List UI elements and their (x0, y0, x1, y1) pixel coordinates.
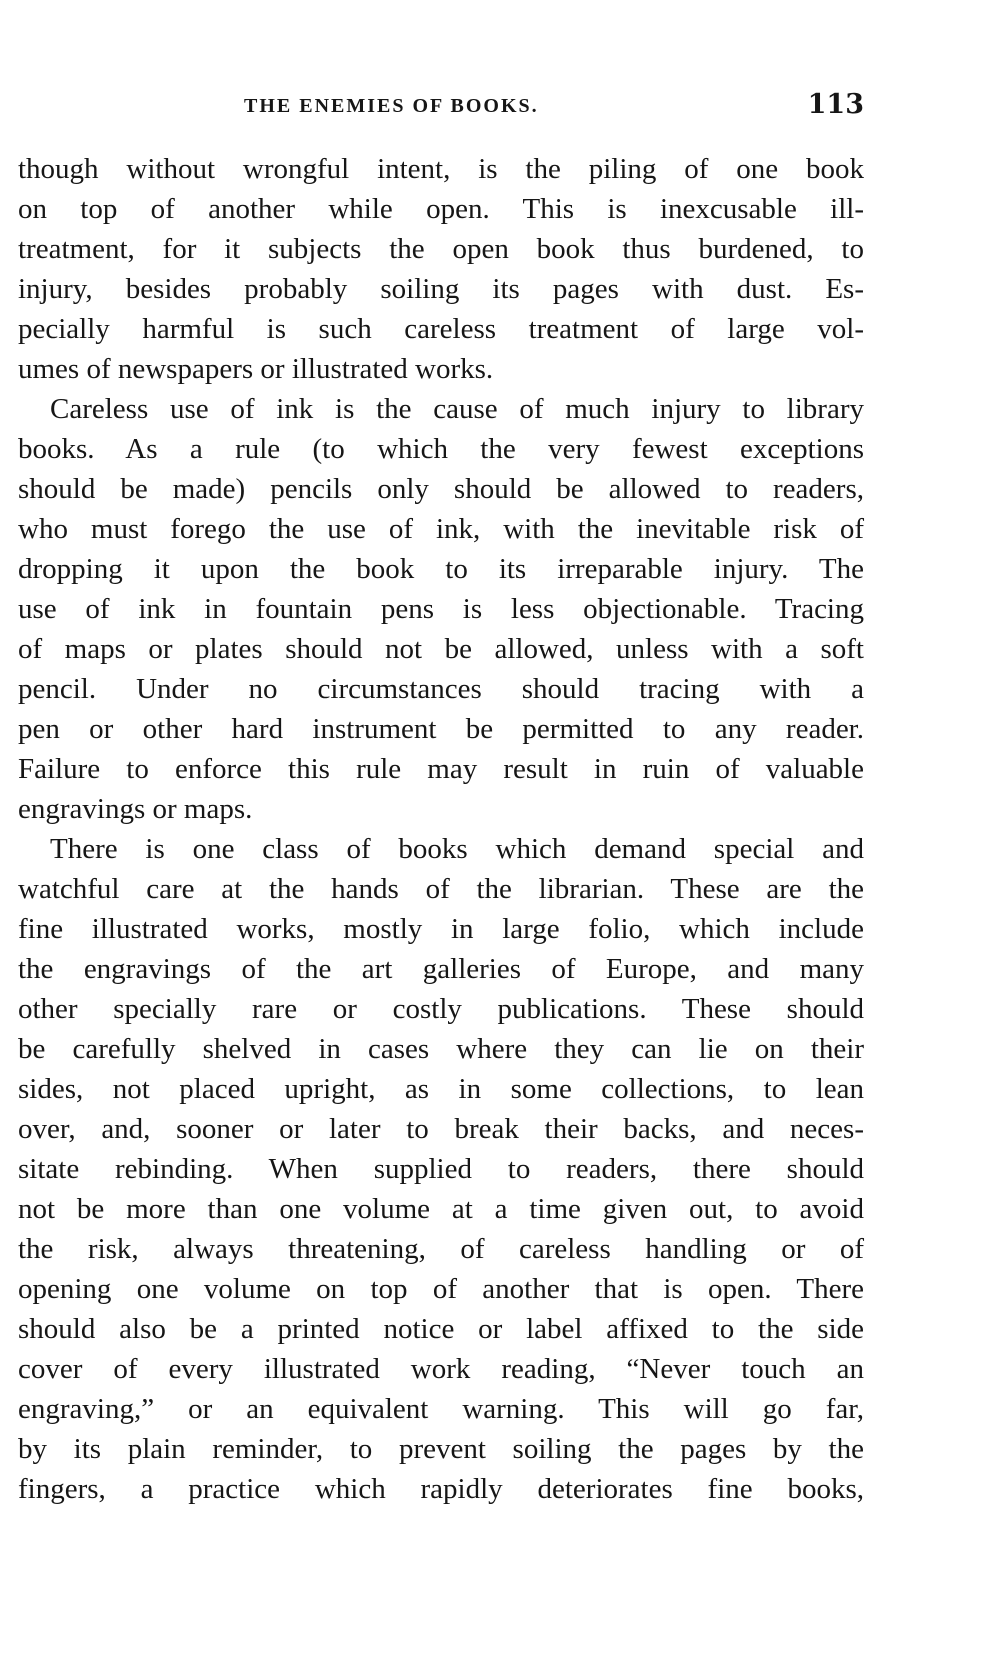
paragraph (18, 389, 864, 829)
body-text (18, 149, 864, 1509)
text-line: injury, besides probably soiling its pages with dust. Es- (18, 273, 864, 305)
text-line: though without wrongful intent, is the piling of one book (18, 153, 864, 185)
text-line: books. As a rule (to which the very fewest exceptions (18, 433, 864, 465)
text-line: of maps or plates should not be allowed, unless with a soft (18, 633, 864, 665)
text-line: pencil. Under no circumstances should tracing with a (18, 673, 864, 705)
text-line: be carefully shelved in cases where they can lie on their (18, 1033, 864, 1065)
text-line: treatment, for it subjects the open book thus burdened, to (18, 233, 864, 265)
text-line: Failure to enforce this rule may result in ruin of valuable (18, 753, 864, 785)
text-line: umes of newspapers or illustrated works. (18, 353, 494, 385)
running-head (18, 89, 864, 132)
text-line: who must forego the use of ink, with the inevitable risk of (18, 513, 864, 545)
page-number: 113 (807, 89, 864, 120)
text-line: sides, not placed upright, as in some collections, to lean (18, 1073, 864, 1105)
text-line: not be more than one volume at a time given out, to avoid (18, 1193, 864, 1225)
text-line: engraving,” or an equivalent warning. This will go far, (18, 1393, 864, 1425)
text-line: cover of every illustrated work reading, “Never touch an (18, 1353, 864, 1385)
paragraph (18, 829, 864, 1509)
text-line: fingers, a practice which rapidly deteriorates fine books, (18, 1473, 864, 1505)
text-line: sitate rebinding. When supplied to readers, there should (18, 1153, 864, 1185)
text-line: by its plain reminder, to prevent soiling the pages by the (18, 1433, 864, 1465)
text-line: fine illustrated works, mostly in large folio, which include (18, 913, 864, 945)
text-line: There is one class of books which demand special and (50, 833, 864, 865)
text-line: use of ink in fountain pens is less objectionable. Tracing (18, 593, 864, 625)
text-line: Careless use of ink is the cause of much injury to library (50, 393, 864, 425)
text-line: other specially rare or costly publications. These should (18, 993, 864, 1025)
text-line: dropping it upon the book to its irreparable injury. The (18, 553, 864, 585)
text-line: over, and, sooner or later to break their backs, and neces- (18, 1113, 864, 1145)
text-line: on top of another while open. This is inexcusable ill- (18, 193, 864, 225)
text-line: the engravings of the art galleries of Europe, and many (18, 953, 864, 985)
text-line: should also be a printed notice or label affixed to the side (18, 1313, 864, 1345)
text-line: opening one volume on top of another that is open. There (18, 1273, 864, 1305)
text-line: should be made) pencils only should be allowed to readers, (18, 473, 864, 505)
text-line: engravings or maps. (18, 793, 253, 825)
text-line: the risk, always threatening, of careless handling or of (18, 1233, 864, 1265)
text-line: pen or other hard instrument be permitted to any reader. (18, 713, 864, 745)
paragraph (18, 149, 864, 389)
text-line: pecially harmful is such careless treatment of large vol- (18, 313, 864, 345)
running-title: THE ENEMIES OF BOOKS. (244, 95, 539, 117)
text-line: watchful care at the hands of the librarian. These are the (18, 873, 864, 905)
